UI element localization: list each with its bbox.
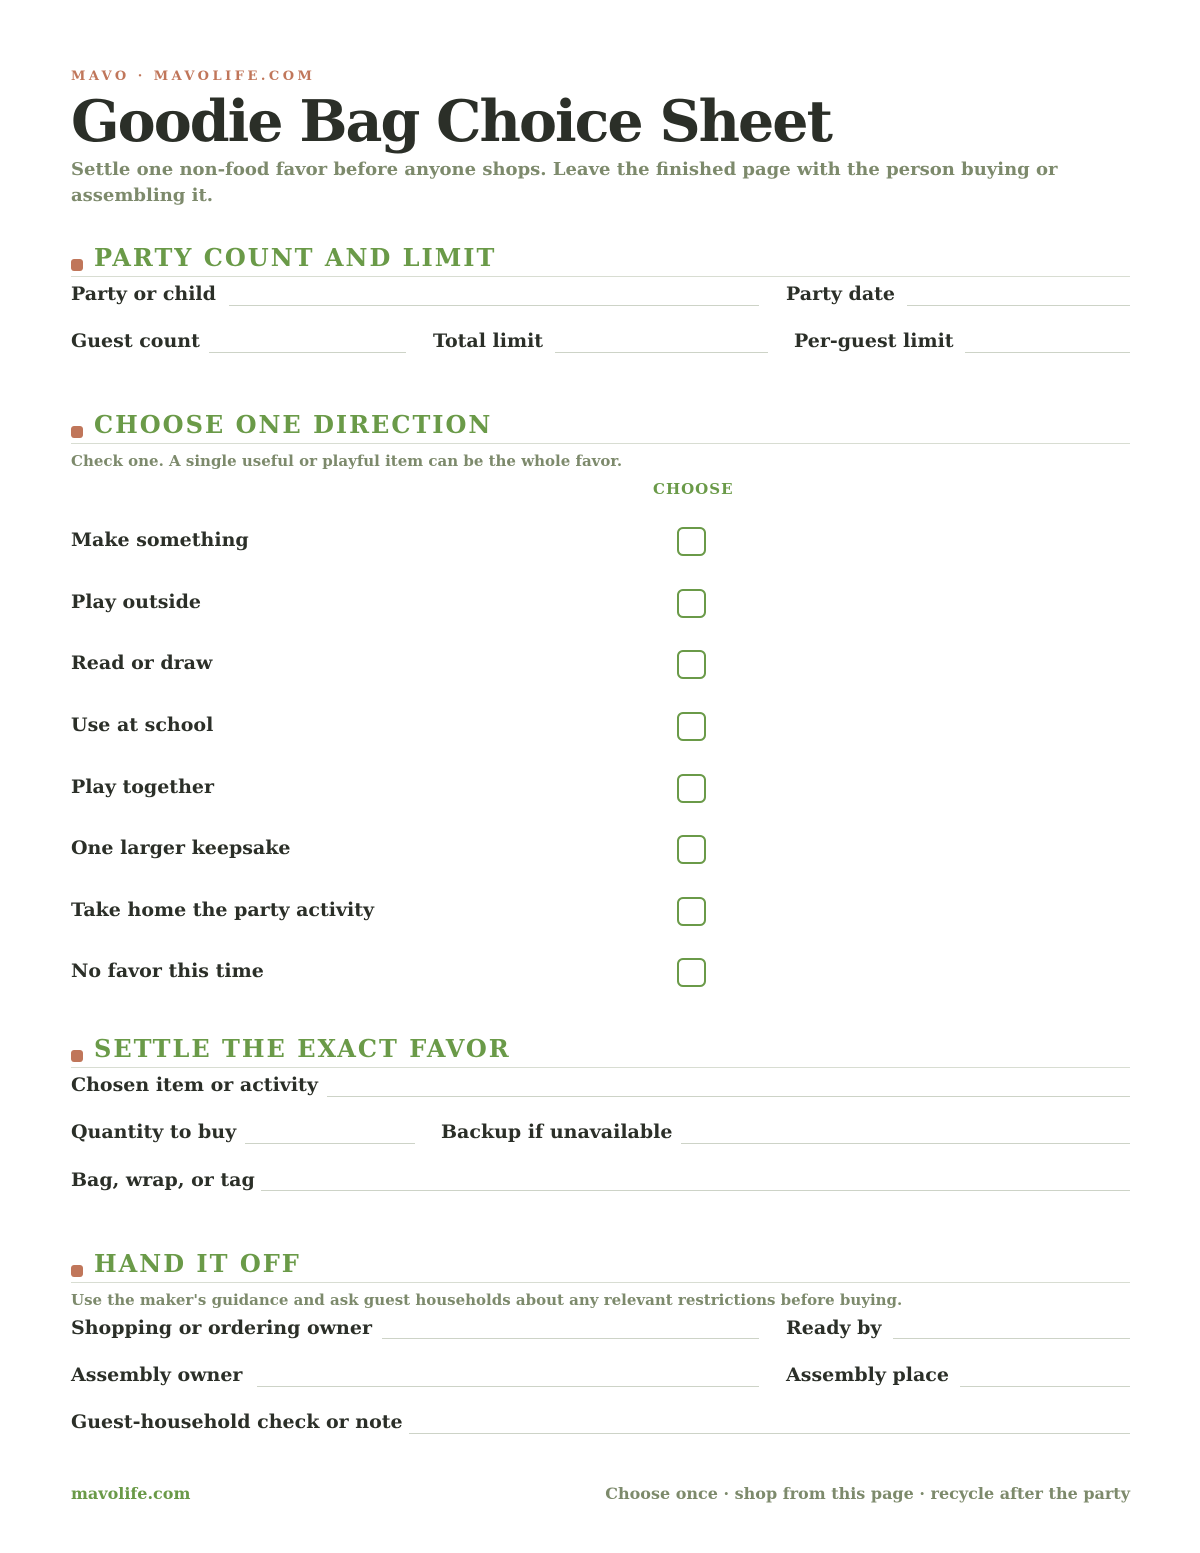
per-guest-limit-label: Per-guest limit — [794, 330, 954, 352]
section-favor-title: SETTLE THE EXACT FAVOR — [94, 1034, 511, 1063]
option-checkbox[interactable] — [677, 527, 706, 556]
ready-by-field[interactable] — [893, 1338, 1130, 1339]
party-or-child-field[interactable] — [229, 305, 759, 306]
option-checkbox[interactable] — [677, 650, 706, 679]
section-bullet-icon — [71, 1265, 83, 1277]
per-guest-limit-field[interactable] — [965, 352, 1130, 353]
option-checkbox[interactable] — [677, 589, 706, 618]
party-date-label: Party date — [786, 283, 895, 305]
section-direction-title: CHOOSE ONE DIRECTION — [94, 410, 493, 439]
party-date-field[interactable] — [907, 305, 1130, 306]
option-checkbox[interactable] — [677, 958, 706, 987]
quantity-field[interactable] — [245, 1143, 415, 1144]
section-direction-header — [71, 410, 1130, 444]
option-label: Take home the party activity — [71, 899, 375, 921]
option-checkbox[interactable] — [677, 774, 706, 803]
chosen-item-field[interactable] — [327, 1096, 1130, 1097]
assembly-owner-field[interactable] — [257, 1386, 759, 1387]
assembly-owner-label: Assembly owner — [71, 1364, 243, 1386]
guest-check-label: Guest-household check or note — [71, 1411, 403, 1433]
page-title: Goodie Bag Choice Sheet — [71, 88, 831, 155]
option-label: No favor this time — [71, 960, 264, 982]
guest-count-label: Guest count — [71, 330, 200, 352]
option-label: Play outside — [71, 591, 202, 613]
option-label: Play together — [71, 776, 214, 798]
brand-eyebrow: MAVO · MAVOLIFE.COM — [71, 69, 316, 84]
section-bullet-icon — [71, 259, 83, 271]
chosen-item-label: Chosen item or activity — [71, 1074, 318, 1096]
bag-wrap-tag-field[interactable] — [261, 1190, 1130, 1191]
option-label: Use at school — [71, 714, 214, 736]
handoff-note: Use the maker's guidance and ask guest households about any relevant restrictions before buying. — [71, 1291, 903, 1309]
section-handoff-header — [71, 1249, 1130, 1283]
section-bullet-icon — [71, 1050, 83, 1062]
guest-count-field[interactable] — [209, 352, 406, 353]
assembly-place-field[interactable] — [960, 1386, 1130, 1387]
section-favor-header — [71, 1034, 1130, 1068]
section-party-header — [71, 243, 1130, 277]
section-party-title: PARTY COUNT AND LIMIT — [94, 243, 497, 272]
shopping-owner-field[interactable] — [382, 1338, 759, 1339]
option-label: One larger keepsake — [71, 837, 291, 859]
option-checkbox[interactable] — [677, 835, 706, 864]
choose-column-header: CHOOSE — [653, 480, 734, 498]
assembly-place-label: Assembly place — [786, 1364, 949, 1386]
direction-note: Check one. A single useful or playful item can be the whole favor. — [71, 452, 623, 470]
shopping-owner-label: Shopping or ordering owner — [71, 1317, 372, 1339]
option-checkbox[interactable] — [677, 897, 706, 926]
option-checkbox[interactable] — [677, 712, 706, 741]
option-label: Read or draw — [71, 652, 213, 674]
backup-field[interactable] — [681, 1143, 1130, 1144]
total-limit-label: Total limit — [433, 330, 544, 352]
party-or-child-label: Party or child — [71, 283, 216, 305]
backup-label: Backup if unavailable — [441, 1121, 673, 1143]
page-subtitle: Settle one non-food favor before anyone shops. Leave the finished page with the person buying or assembling it. — [71, 159, 1058, 206]
quantity-label: Quantity to buy — [71, 1121, 237, 1143]
ready-by-label: Ready by — [786, 1317, 882, 1339]
guest-check-field[interactable] — [409, 1433, 1130, 1434]
bag-wrap-tag-label: Bag, wrap, or tag — [71, 1169, 255, 1191]
footer-tagline: Choose once · shop from this page · recycle after the party — [605, 1484, 1130, 1503]
section-handoff-title: HAND IT OFF — [94, 1249, 301, 1278]
option-label: Make something — [71, 529, 249, 551]
total-limit-field[interactable] — [555, 352, 768, 353]
section-bullet-icon — [71, 426, 83, 438]
footer-site-link[interactable]: mavolife.com — [71, 1484, 191, 1503]
